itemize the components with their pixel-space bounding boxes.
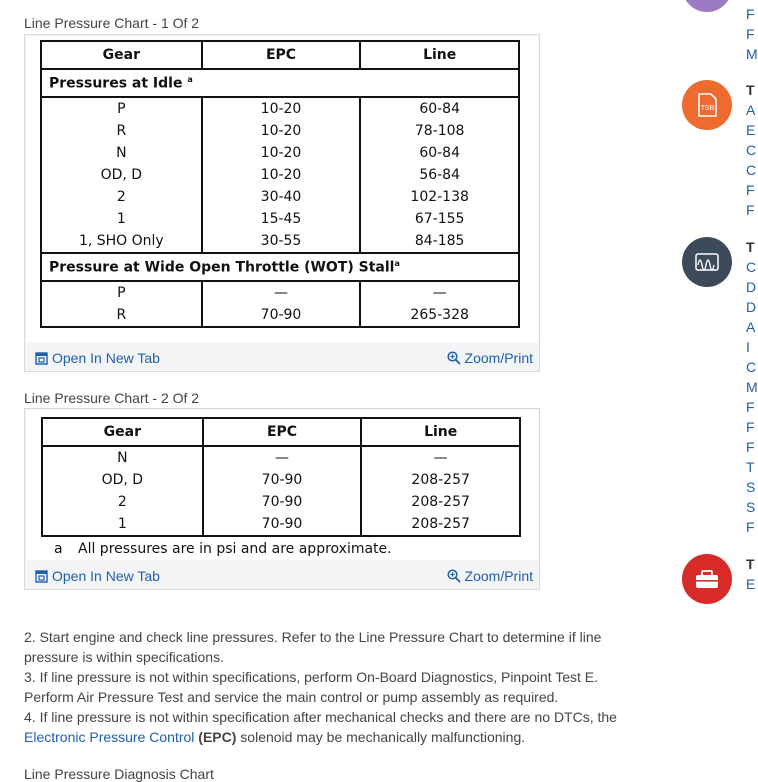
line-pressure-chart-2 <box>24 408 540 590</box>
next-section-heading: Line Pressure Diagnosis Chart <box>24 766 214 782</box>
epc-cell: 10-20 <box>202 142 361 164</box>
procedure-steps <box>24 627 634 747</box>
epc-cell: 70-90 <box>202 304 361 327</box>
header-gear: Gear <box>42 418 203 446</box>
table-header-row <box>42 418 520 446</box>
figure-2-actions <box>25 563 539 589</box>
section-idle: Pressures at Idle $^a$ <box>41 69 519 97</box>
gear-cell: 2 <box>116 189 126 205</box>
epc-cell: — <box>202 281 361 304</box>
epc-link[interactable]: Electronic Pressure Control <box>24 729 195 745</box>
figure-1-caption: Line Pressure Chart - 1 Of 2 <box>24 15 200 31</box>
table-row <box>42 446 520 469</box>
waveform-icon <box>682 237 732 287</box>
line-cell: 208-257 <box>361 491 520 513</box>
line-cell: 56-84 <box>360 164 519 186</box>
table-header-row <box>41 41 519 69</box>
header-epc: EPC <box>203 418 362 446</box>
epc-cell: 70-90 <box>203 513 362 536</box>
epc-cell: 30-55 <box>202 230 361 253</box>
line-cell: — <box>360 281 519 304</box>
line-cell: — <box>361 446 520 469</box>
gear-cell: N <box>116 145 127 161</box>
section-row-idle <box>41 69 519 97</box>
line-cell: 67-155 <box>360 208 519 230</box>
gear-cell: R <box>116 307 127 323</box>
epc-cell: 10-20 <box>202 97 361 120</box>
chart-image-1 <box>26 36 538 342</box>
header-line: Line <box>360 41 519 69</box>
open-in-new-tab-link[interactable]: Open In New Tab <box>35 350 160 366</box>
section-row-wot <box>41 253 519 281</box>
header-epc: EPC <box>202 41 361 69</box>
zoom-print-link[interactable]: Zoom/Print <box>447 350 533 366</box>
sidebar-group-2-title: T <box>746 82 755 98</box>
tsb-document-icon <box>682 80 732 130</box>
gear-cell: P <box>117 285 126 301</box>
table-row <box>41 230 519 253</box>
document-category-icon[interactable] <box>682 0 732 12</box>
section-wot: Pressure at Wide Open Throttle (WOT) Stall$^a$ <box>41 253 519 281</box>
epc-cell: 10-20 <box>202 120 361 142</box>
table-row <box>42 469 520 491</box>
table-row <box>41 120 519 142</box>
tsb-category-icon[interactable] <box>682 80 732 130</box>
sidebar-group-3[interactable]: C D D A I C M F F F T S S F <box>746 259 758 535</box>
open-new-tab-icon <box>35 570 48 583</box>
epc-cell: 15-45 <box>202 208 361 230</box>
line-pressure-table-1 <box>40 40 520 328</box>
table-row <box>41 208 519 230</box>
epc-cell: 70-90 <box>203 469 362 491</box>
epc-cell: 10-20 <box>202 164 361 186</box>
gear-cell: 1, SHO Only <box>78 233 164 249</box>
table-row <box>42 491 520 513</box>
sidebar-group-2[interactable]: A E C C F F <box>746 102 757 218</box>
table-row <box>42 513 520 536</box>
figure-1-actions <box>25 345 539 371</box>
line-cell: 265-328 <box>360 304 519 327</box>
table-row <box>41 281 519 304</box>
step-3: 3. If line pressure is not within specifications, perform On-Board Diagnostics, Pinpoint Test E. Perform Air Pressure Test and service the main control or pump assembly as required. <box>24 669 599 705</box>
line-pressure-chart-1 <box>24 34 540 372</box>
line-cell: 208-257 <box>361 513 520 536</box>
chart-image-2 <box>26 410 538 560</box>
step-2: 2. Start engine and check line pressures. Refer to the Line Pressure Chart to determine if line pressure is within specifications. <box>24 629 602 665</box>
gear-cell: N <box>117 450 128 466</box>
zoom-icon <box>447 569 461 583</box>
step-4: 4. If line pressure is not within specification after mechanical checks and there are no DTCs, the Electronic Pressure Control (EPC) solenoid may be mechanically malfunctioning. <box>24 709 617 745</box>
epc-cell: 70-90 <box>203 491 362 513</box>
epc-cell: — <box>203 446 362 469</box>
gear-cell: 2 <box>117 494 127 510</box>
scope-category-icon[interactable] <box>682 237 732 287</box>
table-row <box>41 142 519 164</box>
gear-cell: R <box>116 123 127 139</box>
svg-text:TSB: TSB <box>700 105 715 112</box>
line-cell: 84-185 <box>360 230 519 253</box>
line-cell: 78-108 <box>360 120 519 142</box>
line-cell: 60-84 <box>360 97 519 120</box>
sidebar-group-4[interactable]: E <box>746 576 756 592</box>
line-cell: 208-257 <box>361 469 520 491</box>
header-gear: Gear <box>41 41 202 69</box>
gear-cell: 1 <box>117 516 127 532</box>
line-pressure-table-2 <box>41 417 521 537</box>
tools-category-icon[interactable] <box>682 554 732 604</box>
table-row <box>41 164 519 186</box>
line-cell: 102-138 <box>360 186 519 208</box>
zoom-icon <box>447 351 461 365</box>
gear-cell: OD, D <box>101 472 144 488</box>
zoom-print-link[interactable]: Zoom/Print <box>447 568 533 584</box>
table-row <box>41 97 519 120</box>
line-cell: 60-84 <box>360 142 519 164</box>
open-in-new-tab-link[interactable]: Open In New Tab <box>35 568 160 584</box>
sidebar-group-4-title: T <box>746 556 755 572</box>
epc-cell: 30-40 <box>202 186 361 208</box>
gear-cell: OD, D <box>100 167 143 183</box>
figure-2-caption: Line Pressure Chart - 2 Of 2 <box>24 390 200 406</box>
gear-cell: 1 <box>116 211 126 227</box>
toolbox-icon <box>682 554 732 604</box>
sidebar-group-3-title: T <box>746 239 755 255</box>
sidebar-group-1[interactable]: F F M <box>746 6 758 62</box>
header-line: Line <box>361 418 520 446</box>
gear-cell: P <box>117 101 126 117</box>
open-new-tab-icon <box>35 352 48 365</box>
footnote: a All pressures are in psi and are approximate. <box>54 541 392 557</box>
table-row <box>41 186 519 208</box>
table-row <box>41 304 519 327</box>
